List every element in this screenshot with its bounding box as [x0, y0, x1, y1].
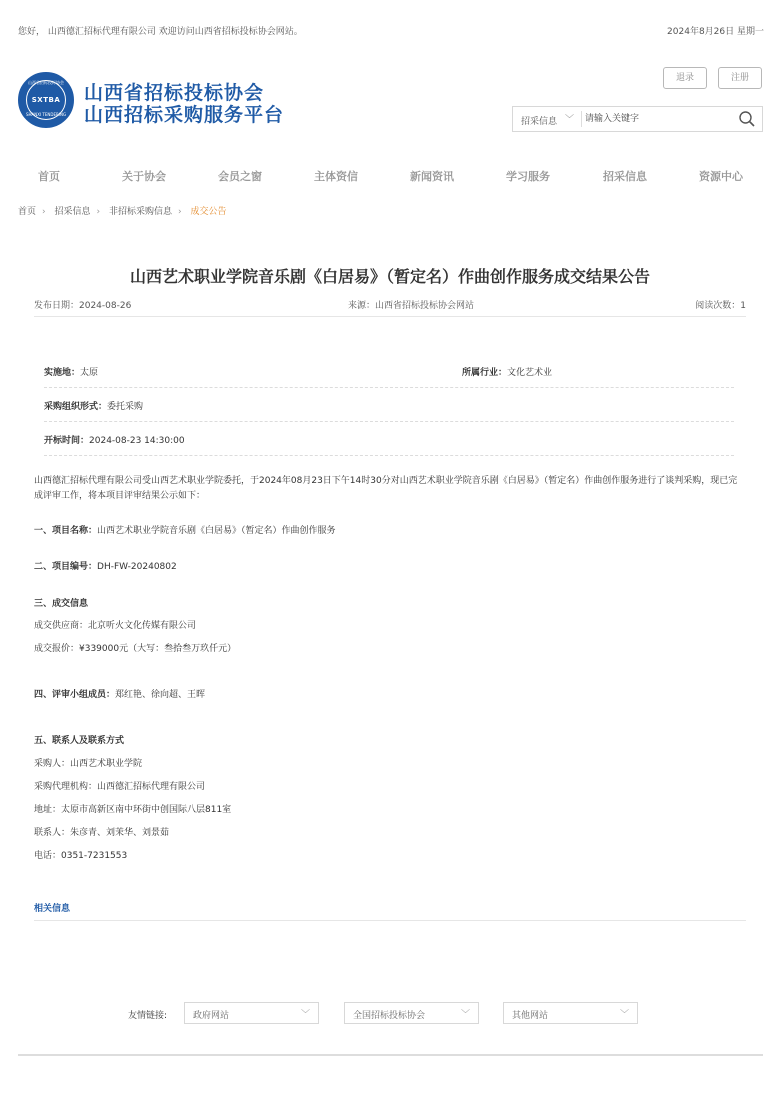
section-project-code — [34, 559, 177, 572]
nav-item-learning[interactable]: 学习服务 — [506, 170, 550, 183]
search-bar — [512, 106, 763, 132]
section-label: 四、评审小组成员： — [34, 690, 116, 700]
logo-ring-text-bottom: SHANXI TENDERING — [25, 112, 67, 117]
search-input[interactable] — [585, 110, 725, 128]
nav-item-about[interactable]: 关于协会 — [122, 170, 166, 183]
info-industry — [462, 365, 552, 378]
dotted-divider — [44, 455, 734, 456]
links-select-other[interactable] — [503, 1002, 638, 1024]
dotted-divider — [44, 421, 734, 422]
info-open-time-label: 开标时间： — [44, 436, 90, 446]
article-intro: 山西德汇招标代理有限公司受山西艺术职业学院委托，于2024年08月23日下午14时30分对山西艺术职业学院音乐剧《白居易》（暂定名）作曲创作服务进行了谈判采购，现已完成评审工作，将本项目评审结果公示如下： — [34, 476, 738, 501]
section-project-name — [34, 523, 336, 536]
nav-item-home[interactable]: 首页 — [38, 170, 60, 183]
links-select-national[interactable] — [344, 1002, 479, 1024]
chevron-right-icon: › — [178, 207, 182, 217]
section-reviewers — [34, 687, 205, 700]
nav-item-credit[interactable]: 主体资信 — [314, 170, 358, 183]
logo-ring-text: 山西省招标投标协会 — [28, 80, 64, 85]
view-count: 阅读次数：1 — [695, 301, 746, 311]
chevron-down-icon: ﹀ — [460, 1010, 470, 1020]
page-title: 山西艺术职业学院音乐剧《白居易》（暂定名）作曲创作服务成交结果公告 — [129, 267, 650, 286]
section-value: DH-FW-20240802 — [97, 562, 177, 572]
deal-price: 成交报价：¥339000元（大写：叁拾叁万玖仟元） — [34, 644, 237, 654]
chevron-down-icon[interactable]: ﹀ — [565, 115, 575, 125]
related-info-title: 相关信息 — [34, 904, 71, 914]
contact-phone: 电话：0351-7231553 — [34, 851, 128, 861]
select-value: 其他网站 — [512, 1011, 549, 1021]
section-deal-info — [34, 596, 88, 609]
contact-address: 地址：太原市高新区南中环街中创国际八层811室 — [34, 805, 232, 815]
contact-person: 联系人：朱彦青、刘茉华、刘景茹 — [34, 828, 170, 838]
chevron-right-icon: › — [96, 207, 101, 217]
links-select-gov[interactable] — [184, 1002, 319, 1024]
logo-abbr: SXTBA — [31, 96, 61, 104]
section-label: 二、项目编号： — [34, 562, 98, 572]
chevron-down-icon: ﹀ — [619, 1010, 629, 1020]
info-open-time — [44, 433, 185, 446]
nav-item-procurement[interactable]: 招采信息 — [603, 170, 647, 183]
deal-supplier: 成交供应商：北京听火文化传媒有限公司 — [34, 621, 197, 631]
info-location-label: 实施地： — [44, 368, 81, 378]
info-open-time-value: 2024-08-23 14:30:00 — [89, 436, 185, 446]
publish-date: 发布日期：2024-08-26 — [34, 301, 132, 311]
select-value: 政府网站 — [193, 1011, 230, 1021]
nav-item-resources[interactable]: 资源中心 — [699, 170, 743, 183]
select-value: 全国招标投标协会 — [353, 1011, 426, 1021]
section-label: 五、联系人及联系方式 — [34, 736, 125, 746]
section-label: 三、成交信息 — [34, 599, 89, 609]
info-org-form-label: 采购组织形式： — [44, 402, 108, 412]
top-bar — [0, 0, 780, 58]
site-subtitle[interactable]: 山西招标采购服务平台 — [84, 104, 285, 126]
contact-buyer: 采购人：山西艺术职业学院 — [34, 759, 143, 769]
section-value: 山西艺术职业学院音乐剧《白居易》（暂定名）作曲创作服务 — [97, 526, 336, 536]
chevron-down-icon: ﹀ — [300, 1010, 310, 1020]
divider — [34, 920, 746, 921]
nav-item-news[interactable]: 新闻资讯 — [410, 170, 454, 183]
search-icon[interactable] — [738, 110, 756, 128]
breadcrumb-home[interactable]: 首页 — [18, 207, 37, 217]
search-divider — [581, 111, 582, 127]
info-location-value: 太原 — [80, 368, 99, 378]
breadcrumb-procurement[interactable]: 招采信息 — [54, 207, 91, 217]
breadcrumb — [18, 204, 231, 217]
chevron-right-icon: › — [42, 207, 46, 217]
footer-divider — [18, 1054, 763, 1056]
register-button[interactable]: 注册 — [718, 67, 762, 89]
current-date: 2024年8月26日 星期一 — [667, 27, 764, 37]
greeting-text: 您好， 山西德汇招标代理有限公司 欢迎访问山西省招标投标协会网站。 — [18, 27, 303, 37]
section-contacts — [34, 733, 124, 746]
section-label: 一、项目名称： — [34, 526, 98, 536]
article-source: 来源：山西省招标投标协会网站 — [348, 301, 475, 311]
search-category-select[interactable]: 招采信息 — [521, 117, 558, 127]
info-industry-label: 所属行业： — [462, 368, 508, 378]
info-location — [44, 365, 98, 378]
nav-item-members[interactable]: 会员之窗 — [218, 170, 262, 183]
main-nav — [0, 160, 780, 190]
divider — [34, 316, 746, 317]
logo-emblem[interactable] — [18, 72, 74, 128]
section-value: 郑红艳、徐向超、王晖 — [115, 690, 206, 700]
info-org-form-value: 委托采购 — [107, 402, 144, 412]
login-button[interactable]: 退录 — [663, 67, 707, 89]
dotted-divider — [44, 387, 734, 388]
breadcrumb-current: 成交公告 — [190, 207, 227, 217]
info-org-form — [44, 399, 143, 412]
info-industry-value: 文化艺术业 — [507, 368, 553, 378]
friendly-links-label: 友情链接: — [128, 1011, 168, 1021]
contact-agency: 采购代理机构：山西德汇招标代理有限公司 — [34, 782, 206, 792]
site-title[interactable]: 山西省招标投标协会 — [84, 82, 265, 104]
breadcrumb-non-tender[interactable]: 非招标采购信息 — [109, 207, 173, 217]
